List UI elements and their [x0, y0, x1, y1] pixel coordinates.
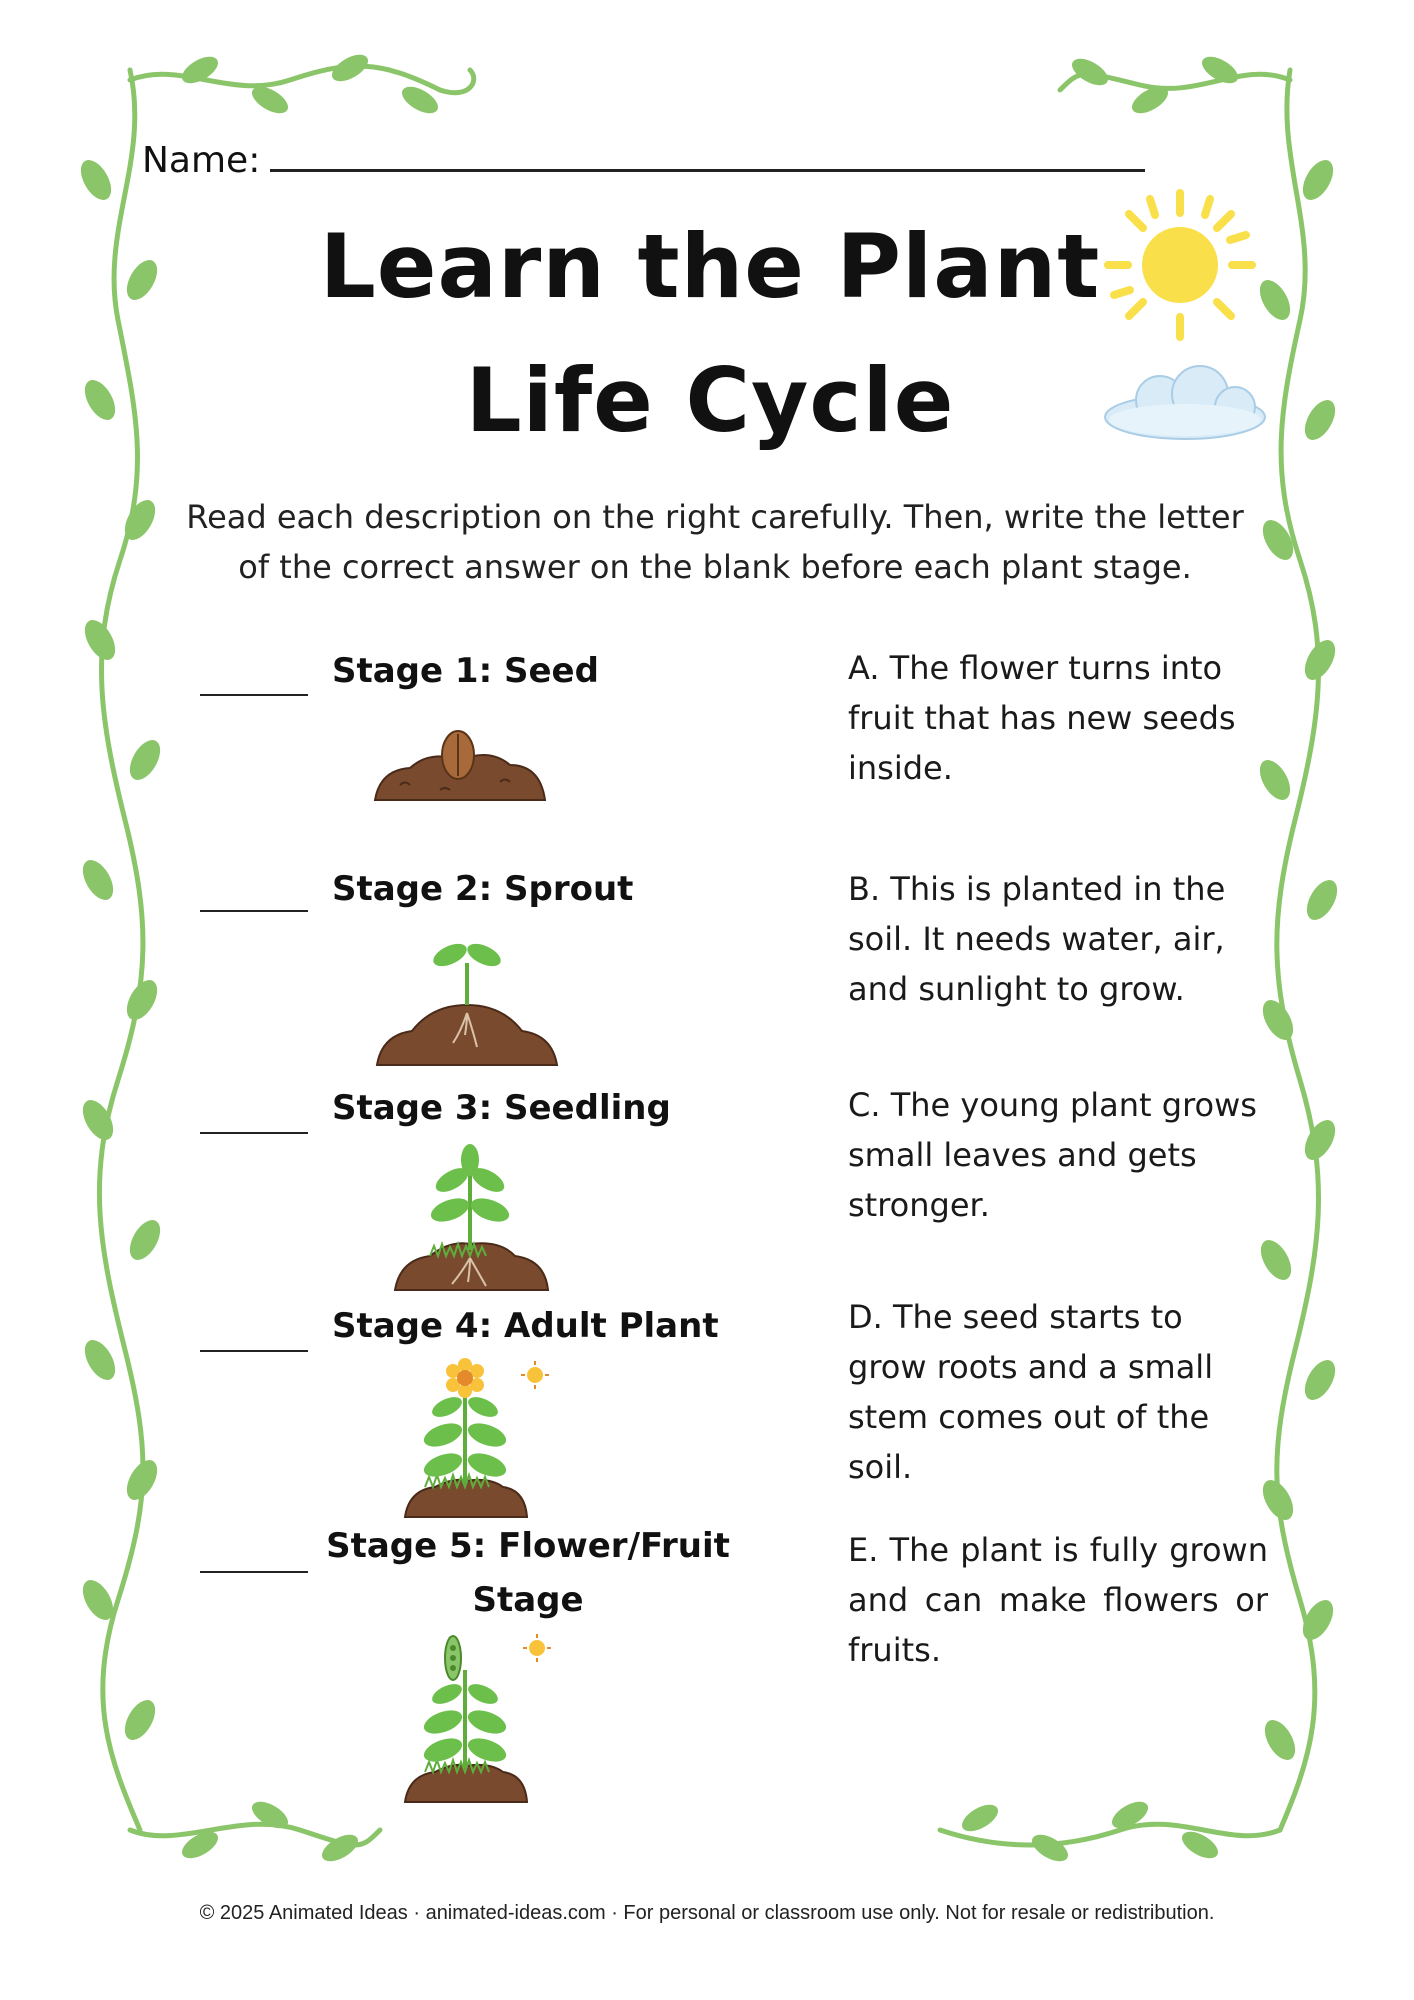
seed-in-soil-icon: [370, 720, 550, 810]
title-line-1: Learn the Plant: [319, 215, 1101, 318]
fruiting-plant-icon: [395, 1630, 565, 1810]
description-b: B. This is planted in the soil. It needs water, air, and sunlight to grow.: [848, 870, 1226, 1008]
title-line-2: Life Cycle: [465, 349, 955, 452]
flowering-plant-icon: [395, 1355, 565, 1525]
footer: © 2025 Animated Ideas · animated-ideas.com · For personal or classroom use only. Not for resale or redistribution.: [199, 1902, 1215, 1924]
sprout-icon: [372, 935, 562, 1075]
stage-label-3: Stage 3: Seedling: [332, 1088, 671, 1128]
description-a: A. The flower turns into fruit that has new seeds inside.: [848, 649, 1236, 787]
description-d: D. The seed starts to grow roots and a small stem comes out of the soil.: [848, 1298, 1214, 1486]
answer-blank-1[interactable]: [200, 694, 308, 696]
description-e: E. The plant is fully grown and can make flowers or fruits.: [848, 1531, 1268, 1669]
answer-blank-5[interactable]: [200, 1571, 308, 1573]
name-label: Name:: [142, 140, 261, 181]
stage-label-2: Stage 2: Sprout: [332, 869, 634, 909]
answer-blank-2[interactable]: [200, 910, 308, 912]
stage-label-5: Stage 5: Flower/Fruit Stage: [326, 1526, 730, 1620]
answer-blank-3[interactable]: [200, 1132, 308, 1134]
name-field[interactable]: [142, 140, 1145, 181]
answer-blank-4[interactable]: [200, 1350, 308, 1352]
seedling-icon: [390, 1140, 550, 1300]
name-blank[interactable]: [270, 168, 1145, 172]
instructions: Read each description on the right carefully. Then, write the letter of the correct answer on the blank before each plant stage.: [186, 498, 1244, 586]
stage-label-4: Stage 4: Adult Plant: [332, 1306, 719, 1346]
page-title: [260, 200, 1160, 468]
stage-label-1: Stage 1: Seed: [332, 651, 599, 691]
description-c: C. The young plant grows small leaves and gets stronger.: [848, 1086, 1257, 1224]
